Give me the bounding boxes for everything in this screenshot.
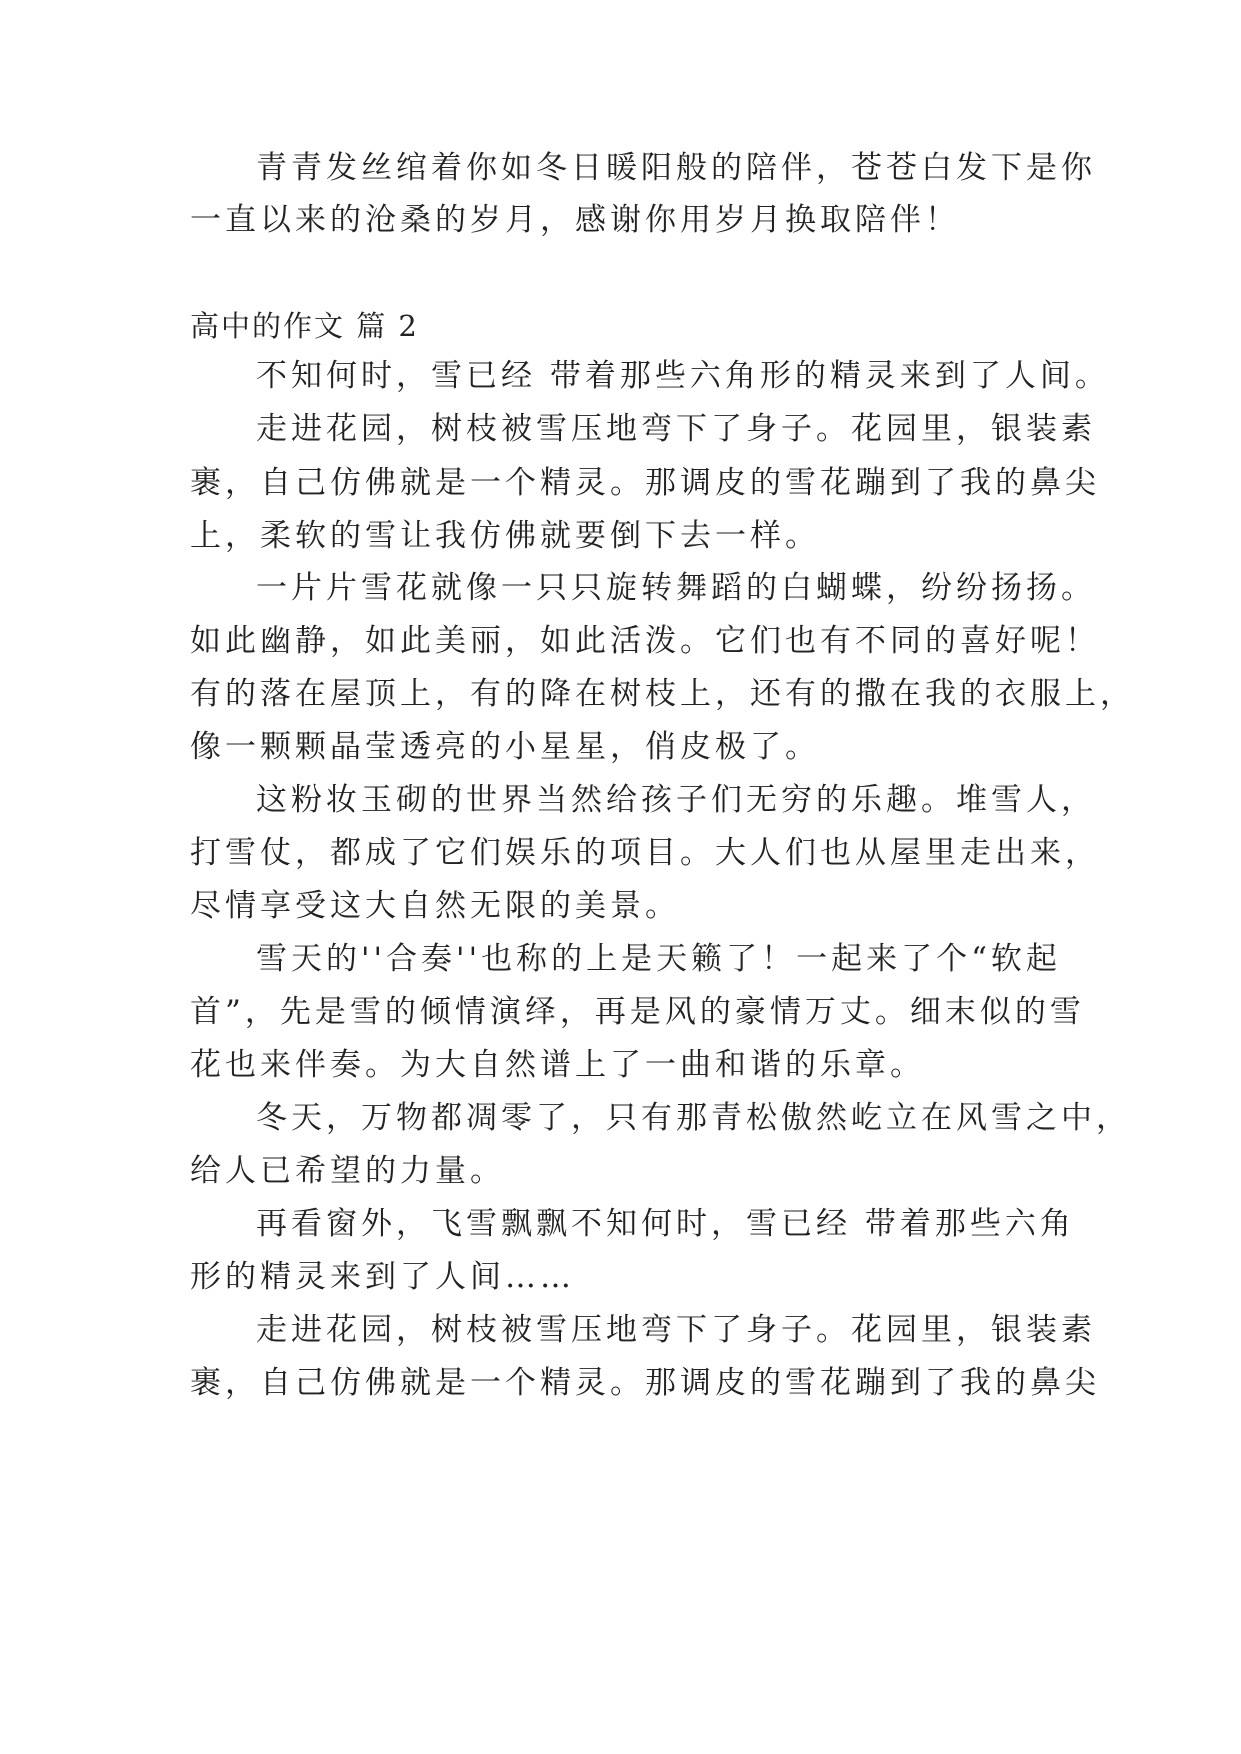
paragraph-line: 像一颗颗晶莹透亮的小星星，俏皮极了。 <box>190 729 820 765</box>
paragraph-line: 冬天，万物都凋零了，只有那青松傲然屹立在风雪之中， <box>256 1100 1131 1136</box>
paragraph-line: 有的落在屋顶上，有的降在树枝上，还有的撒在我的衣服上， <box>190 676 1135 712</box>
paragraph-line: 上，柔软的雪让我仿佛就要倒下去一样。 <box>190 518 820 554</box>
section-heading: 高中的作文 篇 2 <box>190 309 419 343</box>
paragraph-line: 花也来伴奏。为大自然谱上了一曲和谐的乐章。 <box>190 1047 925 1083</box>
paragraph-line: 一片片雪花就像一只只旋转舞蹈的白蝴蝶，纷纷扬扬。 <box>256 570 1096 606</box>
paragraph-line: 不知何时，雪已经 带着那些六角形的精灵来到了人间。 <box>256 358 1110 394</box>
paragraph-line: 首”，先是雪的倾情演绎，再是风的豪情万丈。细末似的雪 <box>190 994 1085 1030</box>
paragraph-line: 再看窗外，飞雪飘飘不知何时，雪已经 带着那些六角 <box>256 1206 1075 1242</box>
paragraph-line: 形的精灵来到了人间…… <box>190 1259 575 1295</box>
paragraph-line: 青青发丝绾着你如冬日暖阳般的陪伴，苍苍白发下是你 <box>256 150 1096 186</box>
paragraph-line: 如此幽静，如此美丽，如此活泼。它们也有不同的喜好呢！ <box>190 623 1100 659</box>
paragraph-line: 这粉妆玉砌的世界当然给孩子们无穷的乐趣。堆雪人， <box>256 782 1096 818</box>
paragraph-line: 走进花园，树枝被雪压地弯下了身子。花园里，银装素 <box>256 411 1096 447</box>
paragraph-line: 雪天的''合奏''也称的上是天籁了！一起来了个“软起 <box>256 941 1061 977</box>
paragraph-line: 一直以来的沧桑的岁月，感谢你用岁月换取陪伴！ <box>190 202 960 238</box>
paragraph-line: 尽情享受这大自然无限的美景。 <box>190 888 680 924</box>
paragraph-line: 裹，自己仿佛就是一个精灵。那调皮的雪花蹦到了我的鼻尖 <box>190 465 1100 501</box>
paragraph-line: 走进花园，树枝被雪压地弯下了身子。花园里，银装素 <box>256 1312 1096 1348</box>
paragraph-line: 裹，自己仿佛就是一个精灵。那调皮的雪花蹦到了我的鼻尖 <box>190 1365 1100 1401</box>
paragraph-line: 打雪仗，都成了它们娱乐的项目。大人们也从屋里走出来， <box>190 835 1100 871</box>
paragraph-line: 给人已希望的力量。 <box>190 1153 505 1189</box>
